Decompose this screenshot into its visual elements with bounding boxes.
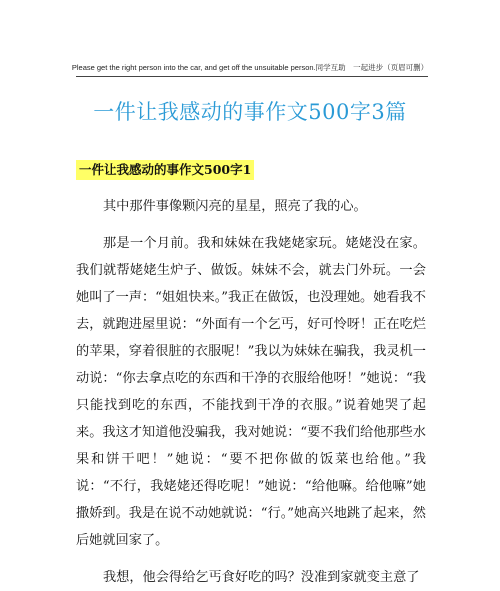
page-header: Please get the right person into the car, and get off the unsuitable person.同学互助 一起进步（页眉可删） (71, 63, 429, 72)
paragraph: 我想，他会得给乞丐食好吃的吗？没准到家就变主意了 (103, 570, 420, 585)
paragraph: 那是一个月前。我和妹妹在我姥姥家玩。姥姥没在家。我们就帮姥姥生炉子、做饭。妹妹不会，就去门外玩。一会她叫了一声：“姐姐快来。”我正在做饭，也没理她。她看我不去，就跑进屋里说：“外面有一个乞丐，好可怜呀！正在吃烂的苹果，穿着很脏的衣服呢！”我以为妹妹在骗我，我灵机一动说：“你去拿点吃的东西和干净的衣服给他呀！”她说：“我只能找到吃的东西，不能找到干净的衣服。”说着她哭了起来。我这才知道他没骗我，我对她说：“要不我们给他那些水果和饼干吧！”她说：“要不把你做的饭菜也给他。”我说：“不行，我姥姥还得吃呢！”她说：“给他嘛。给他嘛”她撒娇到。我是在说不动她就说：“行。”她高兴地跳了起来，然后她就回家了。 (76, 236, 426, 548)
document-title: 一件让我感动的事作文500字3篇 (93, 100, 407, 124)
paragraph: 其中那件事像颗闪亮的星星，照亮了我的心。 (103, 199, 367, 214)
header-divider (76, 76, 428, 77)
document-body (76, 193, 426, 591)
section-heading: 一件让我感动的事作文500字1 (76, 160, 254, 180)
